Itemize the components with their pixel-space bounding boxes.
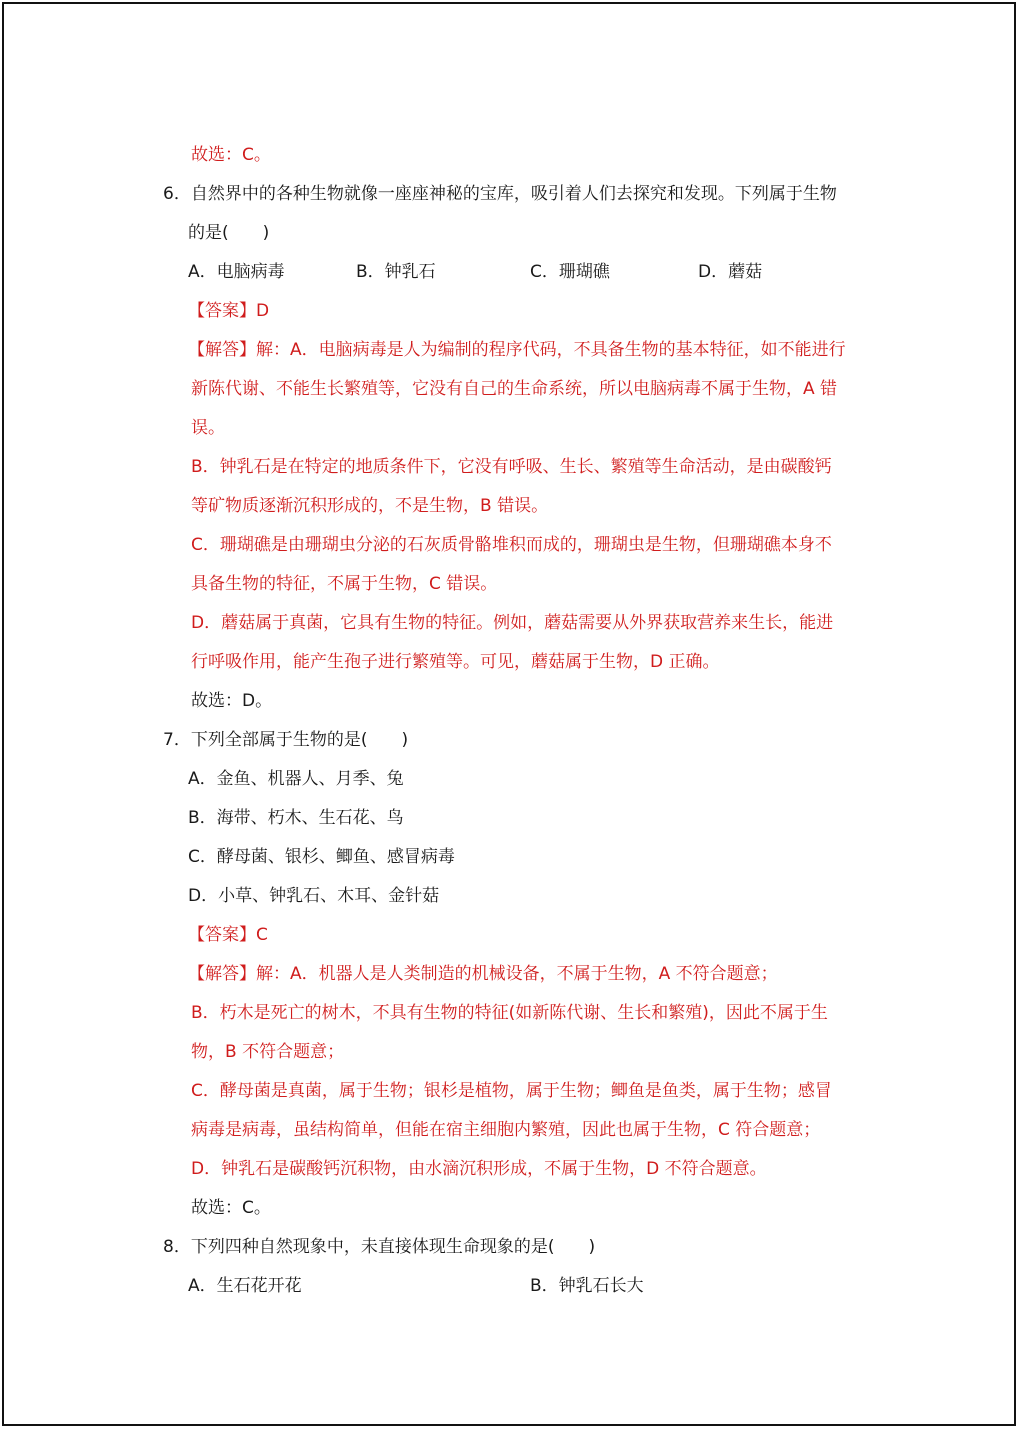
q6-explanation-line: B．钟乳石是在特定的地质条件下，它没有呼吸、生长、繁殖等生命活动，是由碳酸钙	[191, 457, 832, 477]
q6-answer: 【答案】D	[188, 301, 270, 321]
q7-option-c: C．酵母菌、银杉、鲫鱼、感冒病毒	[188, 847, 455, 867]
q7-option-b: B．海带、朽木、生石花、鸟	[188, 808, 404, 828]
q6-option-c: C．珊瑚礁	[530, 262, 610, 282]
q6-explanation-line: 【解答】解：A．电脑病毒是人为编制的程序代码，不具备生物的基本特征，如不能进行	[188, 340, 846, 360]
q8-option-a: A．生石花开花	[188, 1276, 302, 1296]
q6-option-b: B．钟乳石	[356, 262, 436, 282]
q6-explanation-line: 等矿物质逐渐沉积形成的，不是生物，B 错误。	[191, 496, 549, 516]
q6-option-a: A．电脑病毒	[188, 262, 285, 282]
q7-explanation-line: 物，B 不符合题意；	[191, 1042, 345, 1062]
prev-result: 故选：C。	[191, 145, 271, 165]
q7-explanation-line: C．酵母菌是真菌，属于生物；银杉是植物，属于生物；鲫鱼是鱼类，属于生物；感冒	[191, 1081, 832, 1101]
q6-explanation-line: 误。	[191, 418, 225, 438]
q7-option-a: A．金鱼、机器人、月季、兔	[188, 769, 404, 789]
q6-explanation-line: D．蘑菇属于真菌，它具有生物的特征。例如，蘑菇需要从外界获取营养来生长，能进	[191, 613, 834, 633]
q6-explanation-line: 新陈代谢、不能生长繁殖等，它没有自己的生命系统，所以电脑病毒不属于生物，A 错	[191, 379, 838, 399]
q6-explanation-line: 行呼吸作用，能产生孢子进行繁殖等。可见，蘑菇属于生物，D 正确。	[191, 652, 720, 672]
page-frame	[2, 2, 1016, 1426]
q6-explanation-line: C．珊瑚礁是由珊瑚虫分泌的石灰质骨骼堆积而成的，珊瑚虫是生物，但珊瑚礁本身不	[191, 535, 832, 555]
q7-option-d: D．小草、钟乳石、木耳、金针菇	[188, 886, 440, 906]
q7-answer: 【答案】C	[188, 925, 268, 945]
q7-explanation-line: D．钟乳石是碳酸钙沉积物，由水滴沉积形成，不属于生物，D 不符合题意。	[191, 1159, 767, 1179]
q6-stem-line1: 6．自然界中的各种生物就像一座座神秘的宝库，吸引着人们去探究和发现。下列属于生物	[163, 184, 837, 204]
q6-stem-line2: 的是( )	[188, 223, 270, 243]
q7-explanation-line: B．朽木是死亡的树木，不具有生物的特征(如新陈代谢、生长和繁殖)，因此不属于生	[191, 1003, 828, 1023]
q7-explanation-line: 病毒是病毒，虽结构简单，但能在宿主细胞内繁殖，因此也属于生物，C 符合题意；	[191, 1120, 821, 1140]
q6-explanation-line: 具备生物的特征，不属于生物，C 错误。	[191, 574, 498, 594]
q6-option-d: D．蘑菇	[698, 262, 763, 282]
q6-result: 故选：D。	[191, 691, 273, 711]
q7-result: 故选：C。	[191, 1198, 271, 1218]
q8-stem: 8．下列四种自然现象中，未直接体现生命现象的是( )	[163, 1237, 596, 1257]
q8-option-b: B．钟乳石长大	[530, 1276, 644, 1296]
q7-explanation-line: 【解答】解：A．机器人是人类制造的机械设备，不属于生物，A 不符合题意；	[188, 964, 778, 984]
q7-stem: 7．下列全部属于生物的是( )	[163, 730, 409, 750]
